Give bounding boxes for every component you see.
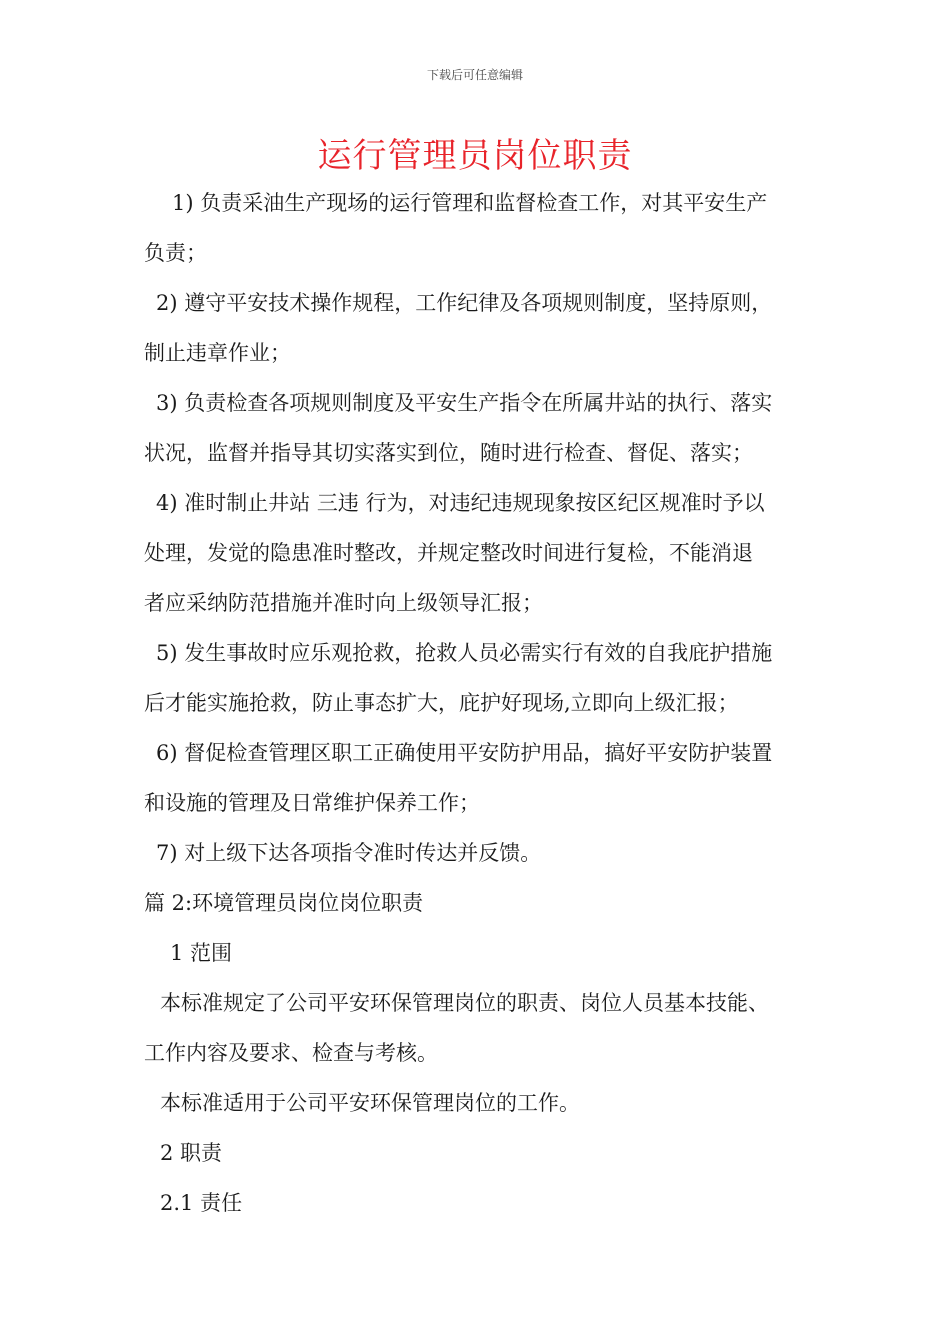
header-note: 下载后可任意编辑: [426, 68, 523, 82]
paragraph-line: 状况，监督并指导其切实落实到位，随时进行检查、督促、落实；: [144, 441, 753, 465]
document-body: [144, 178, 824, 1228]
paragraph-line: 7) 对上级下达各项指令准时传达并反馈。: [156, 841, 542, 865]
paragraph-line: 3) 负责检查各项规则制度及平安生产指令在所属井站的执行、落实: [156, 391, 773, 415]
paragraph-line: 1) 负责采油生产现场的运行管理和监督检查工作，对其平安生产: [172, 191, 768, 215]
paragraph-line: 本标准规定了公司平安环保管理岗位的职责、岗位人员基本技能、: [160, 991, 769, 1015]
paragraph-line: 6) 督促检查管理区职工正确使用平安防护用品，搞好平安防护装置: [156, 741, 773, 765]
paragraph-line: 本标准适用于公司平安环保管理岗位的工作。: [160, 1091, 580, 1115]
document-title: 运行管理员岗位职责: [317, 136, 633, 176]
paragraph-line: 4) 准时制止井站 三违 行为，对违纪违规现象按区纪区规准时予以: [156, 491, 765, 515]
paragraph-line: 2) 遵守平安技术操作规程，工作纪律及各项规则制度，坚持原则，: [156, 291, 773, 315]
section-heading: 2 职责: [160, 1141, 223, 1165]
paragraph-line: 和设施的管理及日常维护保养工作；: [144, 791, 480, 815]
paragraph-line: 处理，发觉的隐患准时整改，并规定整改时间进行复检，不能消退: [144, 541, 753, 565]
paragraph-line: 负责；: [144, 241, 207, 265]
paragraph-line: 制止违章作业；: [144, 341, 291, 365]
paragraph-line: 5) 发生事故时应乐观抢救，抢救人员必需实行有效的自我庇护措施: [156, 641, 773, 665]
section-heading: 篇 2:环境管理员岗位岗位职责: [144, 891, 424, 915]
paragraph-line: 工作内容及要求、检查与考核。: [144, 1041, 438, 1065]
paragraph-line: 后才能实施抢救，防止事态扩大，庇护好现场,立即向上级汇报；: [144, 691, 739, 715]
section-heading: 1 范围: [170, 941, 233, 965]
paragraph-line: 者应采纳防范措施并准时向上级领导汇报；: [144, 591, 543, 615]
section-heading: 2.1 责任: [160, 1191, 243, 1215]
